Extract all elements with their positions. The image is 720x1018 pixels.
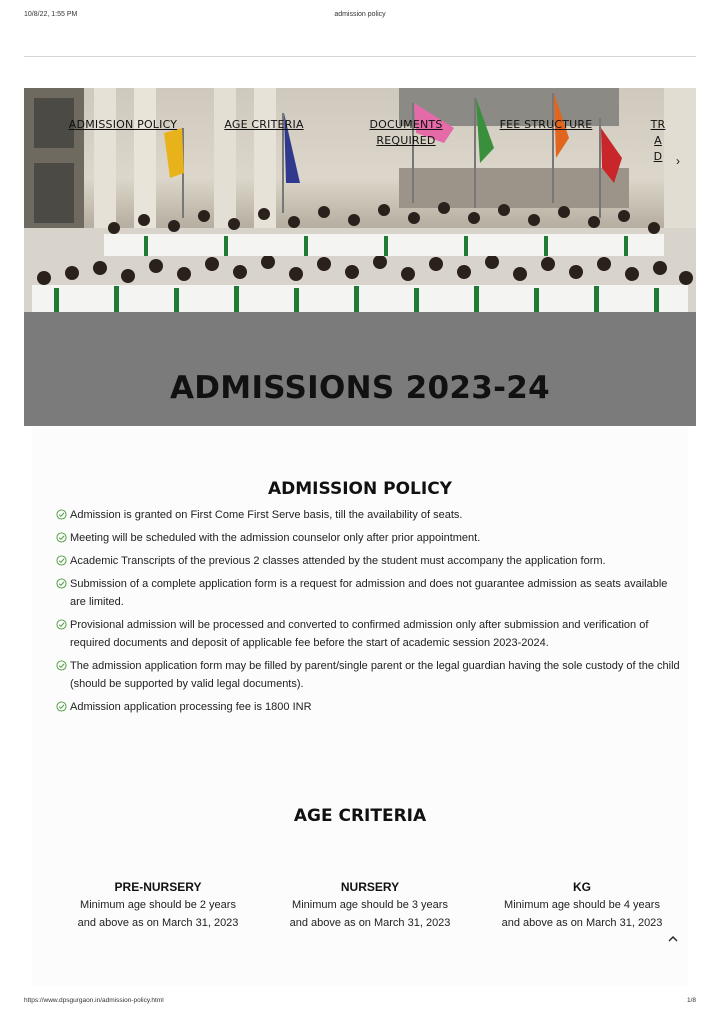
print-page-number: 1/8	[686, 997, 696, 1004]
age-card-pre-nursery	[52, 878, 264, 932]
policy-text: Submission of a complete application form is a request for admission and does not guarantee admission as seats available are limited.	[70, 578, 668, 608]
age-requirement-line1: Minimum age should be 3 years	[292, 899, 448, 911]
nav-fee-structure[interactable]: FEE STRUCTURE	[499, 118, 593, 131]
nav-truncated-item[interactable]: TRA D	[650, 118, 666, 163]
admission-policy-heading: ADMISSION POLICY	[267, 479, 452, 499]
age-card-nursery	[264, 878, 476, 932]
chevron-up-icon[interactable]	[666, 934, 680, 944]
class-name: NURSERY	[340, 880, 400, 894]
age-card-kg	[476, 878, 688, 932]
policy-text: Academic Transcripts of the previous 2 classes attended by the student must accompany the application form.	[70, 555, 606, 567]
header-divider	[24, 56, 696, 57]
check-circle-icon	[56, 660, 67, 671]
check-circle-icon	[56, 578, 67, 589]
check-circle-icon	[56, 532, 67, 543]
class-name: KG	[573, 880, 591, 894]
list-item	[56, 529, 686, 547]
policy-text: Admission is granted on First Come First Serve basis, till the availability of seats.	[70, 509, 463, 521]
class-name: PRE-NURSERY	[114, 880, 202, 894]
policy-text: Admission application processing fee is 1800 INR	[70, 701, 312, 713]
list-item	[56, 575, 686, 611]
list-item	[56, 698, 686, 716]
hero-overlay-band	[24, 312, 696, 426]
admission-policy-list	[56, 506, 686, 721]
policy-text: Provisional admission will be processed and converted to confirmed admission only after submission and verification of required documents and deposit of applicable fee before the start of academic session 2023-2024.	[70, 619, 649, 649]
nav-admission-policy[interactable]: ADMISSION POLICY	[68, 118, 178, 131]
print-url: https://www.dpsgurgaon.in/admission-policy.html	[24, 997, 164, 1004]
hero-title: ADMISSIONS 2023-24	[169, 370, 550, 406]
list-item	[56, 616, 686, 652]
policy-text: Meeting will be scheduled with the admission counselor only after prior appointment.	[70, 532, 481, 544]
chevron-right-icon[interactable]: ›	[676, 154, 680, 168]
policy-text: The admission application form may be filled by parent/single parent or the legal guardian having the sole custody of the child (should be supported by valid legal documents).	[70, 660, 680, 690]
check-circle-icon	[56, 619, 67, 630]
age-requirement-line2: and above as on March 31, 2023	[289, 917, 451, 929]
check-circle-icon	[56, 509, 67, 520]
list-item	[56, 552, 686, 570]
hero-banner	[24, 88, 696, 426]
age-criteria-heading: AGE CRITERIA	[293, 806, 427, 826]
check-circle-icon	[56, 555, 67, 566]
list-item	[56, 506, 686, 524]
print-datetime: 10/8/22, 1:55 PM	[24, 11, 78, 18]
print-page-title: admission policy	[334, 11, 386, 18]
nav-documents-required[interactable]: DOCUMENTS REQUIRED	[369, 118, 443, 147]
check-circle-icon	[56, 701, 67, 712]
print-header	[24, 11, 696, 23]
age-requirement-line1: Minimum age should be 4 years	[504, 899, 660, 911]
age-requirement-line2: and above as on March 31, 2023	[501, 917, 663, 929]
age-requirement-line1: Minimum age should be 2 years	[80, 899, 236, 911]
nav-age-criteria[interactable]: AGE CRITERIA	[224, 118, 304, 131]
list-item	[56, 657, 686, 693]
age-requirement-line2: and above as on March 31, 2023	[77, 917, 239, 929]
section-nav	[24, 117, 696, 168]
